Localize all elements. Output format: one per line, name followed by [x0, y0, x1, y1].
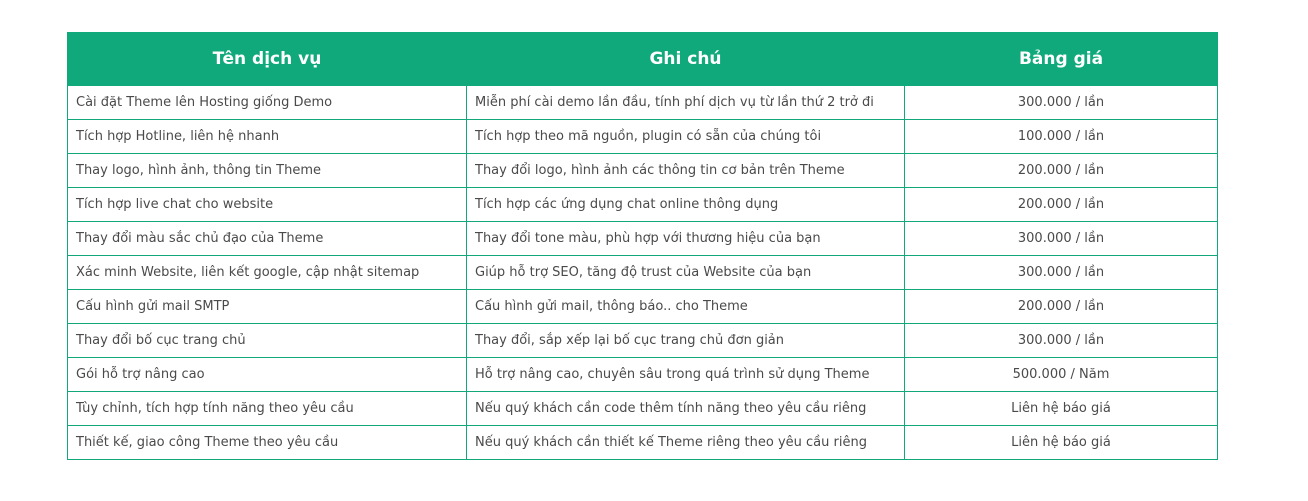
notes-cell: Thay đổi tone màu, phù hợp với thương hiệu của bạn — [467, 222, 905, 256]
service-name-cell: Thay đổi màu sắc chủ đạo của Theme — [68, 222, 467, 256]
service-pricing-table — [67, 32, 1218, 460]
notes-cell: Thay đổi, sắp xếp lại bố cục trang chủ đơn giản — [467, 324, 905, 358]
table-row — [68, 120, 1218, 154]
price-cell: 300.000 / lần — [905, 86, 1218, 120]
notes-cell: Tích hợp theo mã nguồn, plugin có sẵn của chúng tôi — [467, 120, 905, 154]
notes-cell: Cấu hình gửi mail, thông báo.. cho Theme — [467, 290, 905, 324]
table-row — [68, 324, 1218, 358]
table-row — [68, 426, 1218, 460]
notes-cell: Miễn phí cài demo lần đầu, tính phí dịch vụ từ lần thứ 2 trở đi — [467, 86, 905, 120]
service-name-cell: Tùy chỉnh, tích hợp tính năng theo yêu cầu — [68, 392, 467, 426]
table-row — [68, 358, 1218, 392]
table-row — [68, 154, 1218, 188]
table-header-row — [68, 33, 1218, 86]
table-row — [68, 86, 1218, 120]
service-name-cell: Thay đổi bố cục trang chủ — [68, 324, 467, 358]
header-price: Bảng giá — [905, 33, 1218, 86]
service-name-cell: Gói hỗ trợ nâng cao — [68, 358, 467, 392]
price-cell: 100.000 / lần — [905, 120, 1218, 154]
notes-cell: Hỗ trợ nâng cao, chuyên sâu trong quá trình sử dụng Theme — [467, 358, 905, 392]
header-service-name: Tên dịch vụ — [68, 33, 467, 86]
price-cell: Liên hệ báo giá — [905, 392, 1218, 426]
header-notes: Ghi chú — [467, 33, 905, 86]
price-cell: 500.000 / Năm — [905, 358, 1218, 392]
price-cell: 300.000 / lần — [905, 324, 1218, 358]
service-name-cell: Tích hợp live chat cho website — [68, 188, 467, 222]
notes-cell: Nếu quý khách cần code thêm tính năng theo yêu cầu riêng — [467, 392, 905, 426]
price-cell: 200.000 / lần — [905, 154, 1218, 188]
service-name-cell: Thay logo, hình ảnh, thông tin Theme — [68, 154, 467, 188]
table-body — [68, 86, 1218, 460]
table-row — [68, 392, 1218, 426]
pricing-table-container — [67, 32, 1217, 460]
table-row — [68, 290, 1218, 324]
table-row — [68, 222, 1218, 256]
notes-cell: Tích hợp các ứng dụng chat online thông dụng — [467, 188, 905, 222]
table-row — [68, 256, 1218, 290]
notes-cell: Thay đổi logo, hình ảnh các thông tin cơ bản trên Theme — [467, 154, 905, 188]
service-name-cell: Thiết kế, giao công Theme theo yêu cầu — [68, 426, 467, 460]
price-cell: Liên hệ báo giá — [905, 426, 1218, 460]
service-name-cell: Xác minh Website, liên kết google, cập nhật sitemap — [68, 256, 467, 290]
price-cell: 300.000 / lần — [905, 256, 1218, 290]
notes-cell: Nếu quý khách cần thiết kế Theme riêng theo yêu cầu riêng — [467, 426, 905, 460]
price-cell: 200.000 / lần — [905, 188, 1218, 222]
service-name-cell: Cài đặt Theme lên Hosting giống Demo — [68, 86, 467, 120]
price-cell: 200.000 / lần — [905, 290, 1218, 324]
notes-cell: Giúp hỗ trợ SEO, tăng độ trust của Website của bạn — [467, 256, 905, 290]
table-row — [68, 188, 1218, 222]
price-cell: 300.000 / lần — [905, 222, 1218, 256]
service-name-cell: Tích hợp Hotline, liên hệ nhanh — [68, 120, 467, 154]
service-name-cell: Cấu hình gửi mail SMTP — [68, 290, 467, 324]
